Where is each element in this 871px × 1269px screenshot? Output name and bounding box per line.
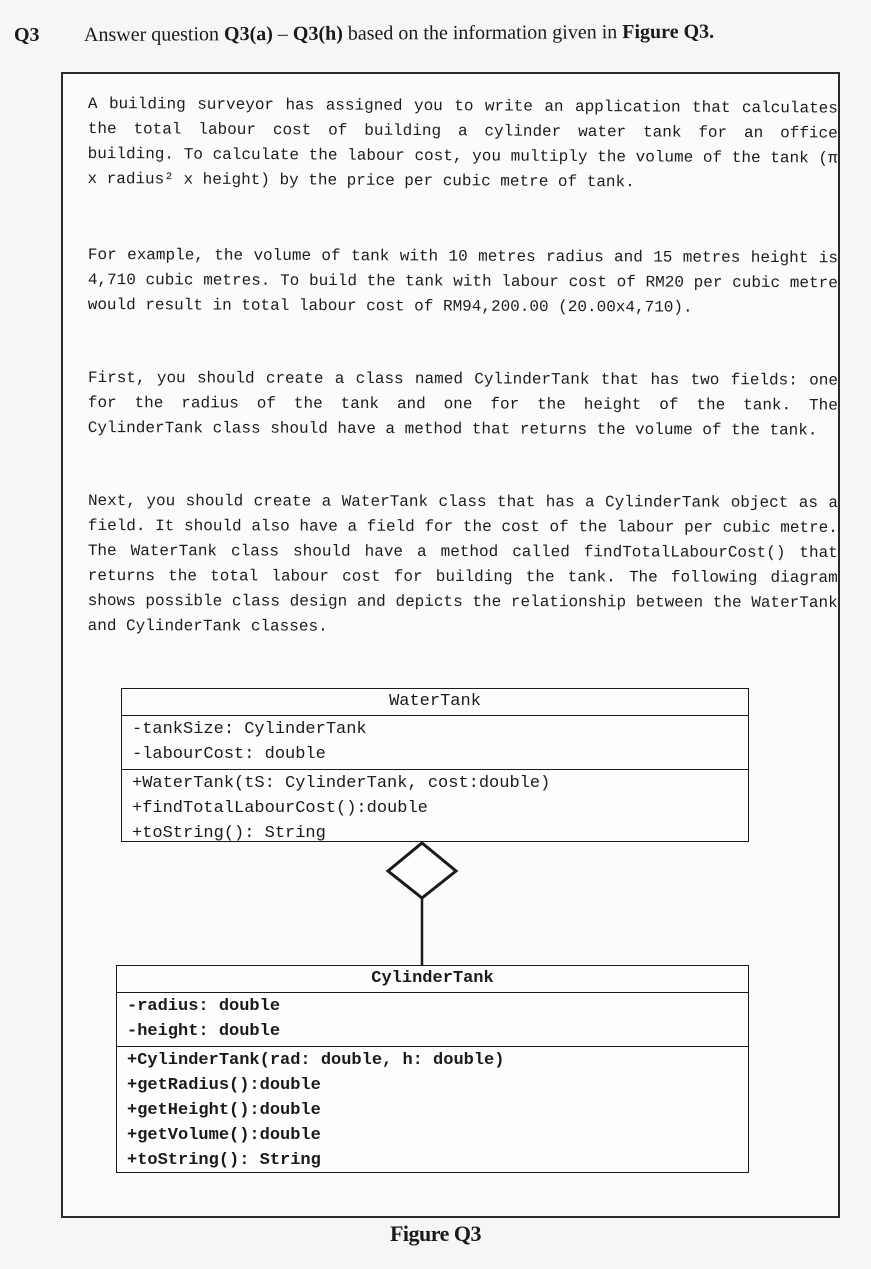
method-row: +toString(): String xyxy=(132,824,326,843)
class-attributes xyxy=(117,993,748,1046)
water-tank-class-box xyxy=(121,688,749,842)
passage-paragraph-1 xyxy=(87,92,838,197)
attribute-row: -tankSize: CylinderTank xyxy=(132,720,367,739)
method-row: +getRadius():double xyxy=(127,1076,321,1095)
method-row: +CylinderTank(rad: double, h: double) xyxy=(127,1051,505,1070)
method-row: +findTotalLabourCost():double xyxy=(132,799,428,818)
instruction-dash: – xyxy=(272,22,293,46)
paragraph-text: First, you should create a class named CylinderTank that has two fields: one for the radius of the tank and one for the height of the tank. The CylinderTank class should have a method that returns the volume of the tank. xyxy=(87,368,838,440)
class-methods xyxy=(122,769,748,848)
attribute-row: -height: double xyxy=(127,1022,281,1041)
instruction-prefix: Answer question xyxy=(83,23,225,46)
method-row: +getVolume():double xyxy=(127,1126,321,1145)
method-row: +toString(): String xyxy=(127,1151,321,1170)
class-name: WaterTank xyxy=(122,689,748,716)
cylinder-tank-class-box xyxy=(116,965,749,1173)
aggregation-diamond-icon xyxy=(388,843,456,898)
class-name: CylinderTank xyxy=(117,966,748,993)
instruction-range-end: Q3(h) xyxy=(292,22,343,45)
passage-paragraph-4 xyxy=(88,489,838,641)
aggregation-connector xyxy=(380,838,470,970)
class-methods xyxy=(117,1046,748,1175)
passage-paragraph-2 xyxy=(88,243,838,321)
question-number: Q3 xyxy=(14,24,40,46)
question-instruction xyxy=(84,21,714,47)
attribute-row: -radius: double xyxy=(127,997,281,1016)
method-row: +WaterTank(tS: CylinderTank, cost:double) xyxy=(132,774,551,793)
paragraph-text: A building surveyor has assigned you to write an application that calculates the total labour cost of building a cylinder water tank for an office building. To calculate the labour cost, you multiply the volume of the tank (π x radius² x height) by the price per cubic metre of tank. xyxy=(87,94,838,192)
attribute-row: -labourCost: double xyxy=(132,745,326,764)
instruction-figure-ref: Figure Q3. xyxy=(622,20,715,44)
figure-caption: Figure Q3 xyxy=(389,1221,482,1246)
paragraph-text: For example, the volume of tank with 10 metres radius and 15 metres height is 4,710 cubic metres. To build the tank with labour cost of RM20 per cubic metre would result in total labour cost of RM94,200.00 (20.00x4,710). xyxy=(87,245,838,317)
class-attributes xyxy=(122,716,748,769)
passage-paragraph-3 xyxy=(88,366,838,444)
instruction-middle: based on the information given in xyxy=(342,21,623,45)
instruction-range-start: Q3(a) xyxy=(223,23,273,46)
paragraph-text: Next, you should create a WaterTank class that has a CylinderTank object as a field. It should also have a field for the cost of the labour per cubic metre. The WaterTank class should have a method called findTotalLabourCost() that returns the total labour cost for building the tank. The following diagram shows possible class design and depicts the relationship between the WaterTank and CylinderTank classes. xyxy=(87,492,838,636)
question-header xyxy=(0,18,871,58)
method-row: +getHeight():double xyxy=(127,1101,321,1120)
